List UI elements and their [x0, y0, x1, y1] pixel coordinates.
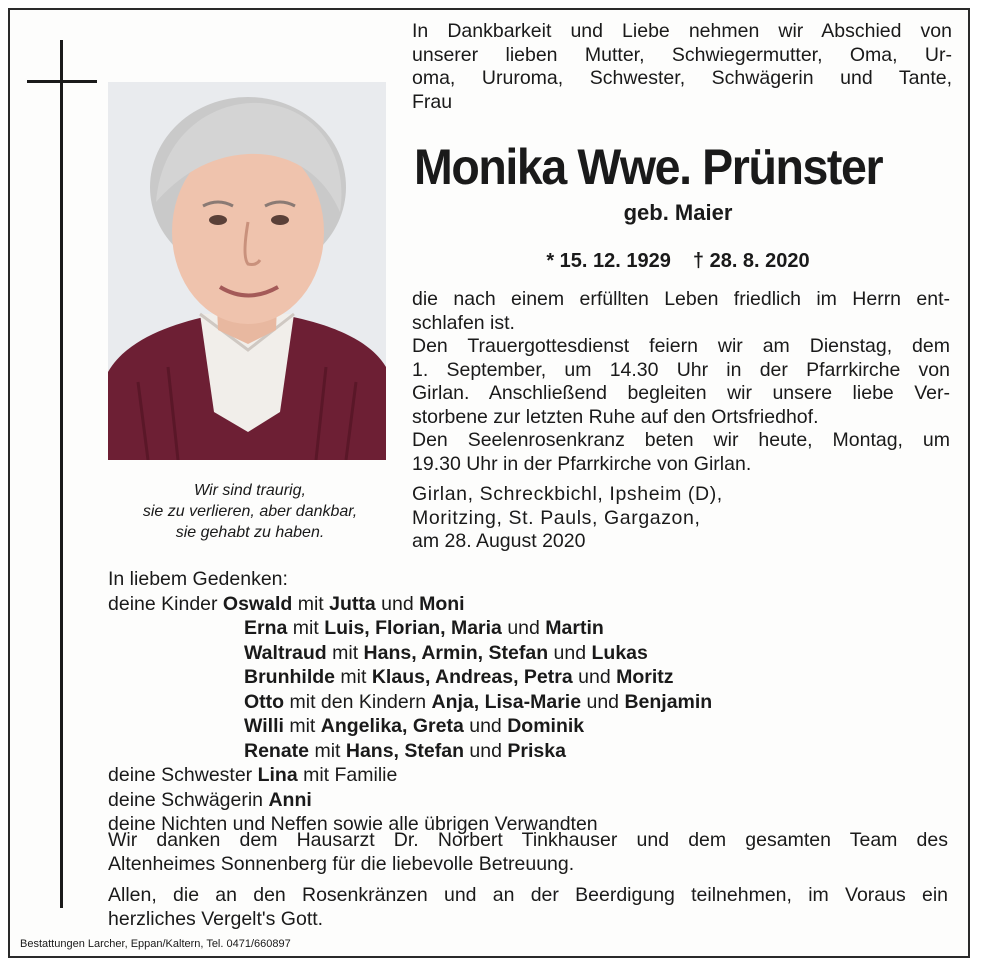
body-line: storbene zur letzten Ruhe auf den Ortsfriedhof. [412, 405, 819, 428]
thanks-line: Wir danken dem Hausarzt Dr. Norbert Tinkhauser und dem gesamten Team des [108, 829, 948, 851]
intro-line: Frau [412, 90, 453, 113]
place-and-date [412, 483, 812, 554]
body-line: Den Trauergottesdienst feiern wir am Dienstag, dem [412, 335, 950, 357]
children-label: deine Kinder [108, 592, 218, 615]
funeral-home-footer: Bestattungen Larcher, Eppan/Kaltern, Tel. 0471/660897 [20, 938, 291, 950]
cross-icon-bar [27, 80, 97, 83]
child-row: Erna mit Luis, Florian, Maria und Martin [244, 617, 604, 639]
thanks-line: herzliches Vergelt's Gott. [108, 907, 324, 930]
maiden-name: geb. Maier [623, 200, 733, 225]
body-line: 1. September, um 14.30 Uhr in der Pfarrkirche von [412, 358, 950, 381]
life-dates [412, 250, 944, 273]
death-date: † 28. 8. 2020 [692, 250, 810, 272]
place-line: am 28. August 2020 [412, 530, 586, 552]
sister-row: deine Schwester Lina mit Familie [108, 764, 398, 786]
child-row: Brunhilde mit Klaus, Andreas, Petra und Moritz [244, 666, 674, 688]
deceased-name: Monika Wwe. Prünster [414, 139, 883, 195]
thanks-text [108, 829, 948, 939]
cross-icon [60, 40, 63, 908]
child-row: Otto mit den Kindern Anja, Lisa-Marie und Benjamin [244, 690, 713, 713]
intro-line: unserer lieben Mutter, Schwiegermutter, Oma, Ur- [412, 43, 952, 66]
body-line: Den Seelenrosenkranz beten wir heute, Montag, um [412, 429, 950, 451]
body-line: 19.30 Uhr in der Pfarrkirche von Girlan. [412, 452, 752, 475]
thanks-line: Allen, die an den Rosenkränzen und an der Beerdigung teilnehmen, im Voraus ein [108, 884, 948, 906]
birth-date: * 15. 12. 1929 [546, 250, 671, 272]
quote-line: Wir sind traurig, [194, 482, 306, 499]
portrait-photo [108, 82, 386, 460]
family-heading: In liebem Gedenken: [108, 568, 288, 590]
place-line: Girlan, Schreckbichl, Ipsheim (D), [412, 483, 723, 505]
thanks-paragraph [108, 884, 948, 931]
mourners-list [108, 567, 928, 837]
child-row: Waltraud mit Hans, Armin, Stefan und Lukas [244, 641, 648, 664]
child-row: Renate mit Hans, Stefan und Priska [244, 739, 566, 762]
memorial-quote [100, 480, 400, 543]
thanks-line: Altenheimes Sonnenberg für die liebevolle Betreuung. [108, 852, 575, 875]
service-details [412, 288, 950, 476]
quote-line: sie gehabt zu haben. [175, 524, 325, 541]
body-line: Girlan. Anschließend begleiten wir unsere liebe Ver- [412, 382, 950, 404]
child-row: Willi mit Angelika, Greta und Dominik [244, 715, 585, 737]
quote-line: sie zu verlieren, aber dankbar, [142, 503, 358, 520]
intro-line: oma, Ururoma, Schwester, Schwägerin und Tante, [412, 67, 952, 89]
sister-in-law-row: deine Schwägerin Anni [108, 788, 312, 811]
intro-text [412, 20, 952, 114]
child-row: deine Kinder Oswald mit Jutta und Moni [108, 592, 465, 615]
body-line: die nach einem erfüllten Leben friedlich im Herrn ent- [412, 288, 950, 310]
thanks-paragraph [108, 829, 948, 876]
place-line: Moritzing, St. Pauls, Gargazon, [412, 506, 701, 529]
body-line: schlafen ist. [412, 311, 515, 334]
intro-line: In Dankbarkeit und Liebe nehmen wir Abschied von [412, 20, 952, 42]
relatives-row: deine Nichten und Neffen sowie alle übrigen Verwandten [108, 813, 598, 835]
